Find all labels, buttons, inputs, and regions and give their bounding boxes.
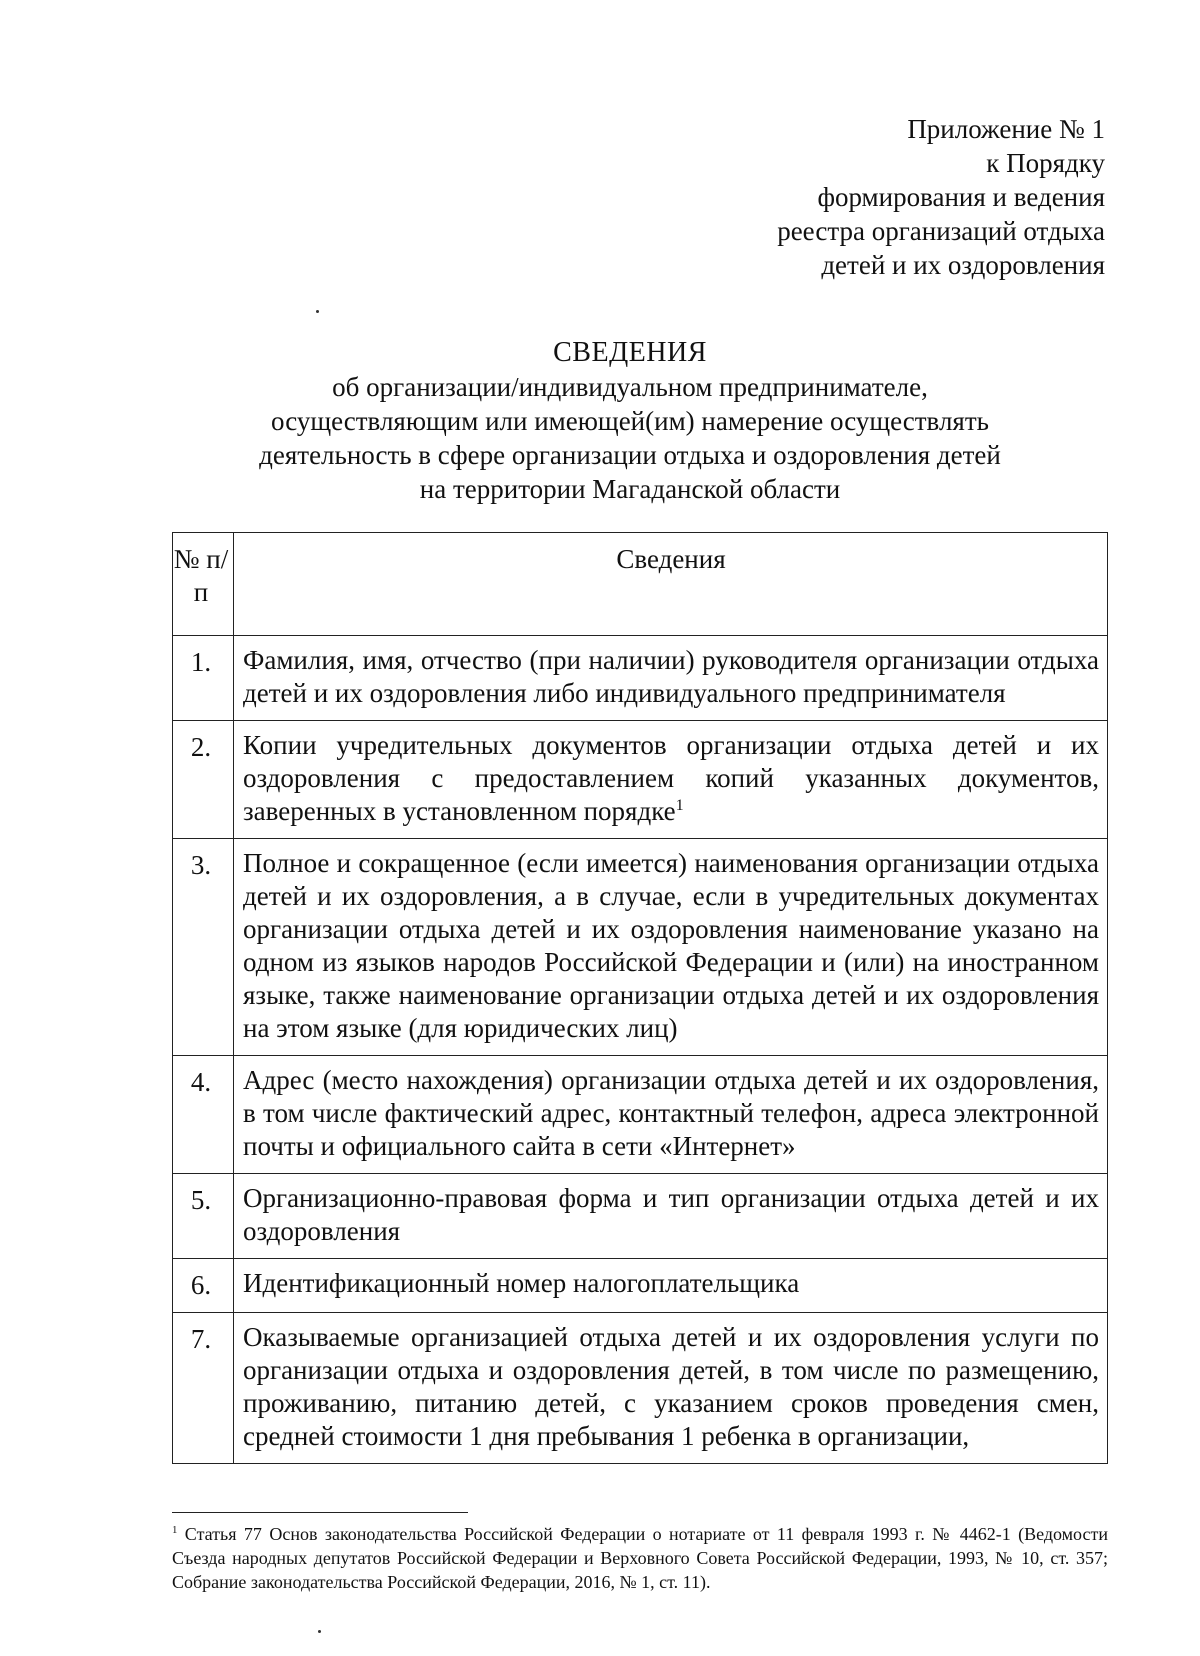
document-subtitle-line: об организации/индивидуальном предпринимателе, bbox=[332, 372, 928, 402]
document-title: СВЕДЕНИЯ bbox=[553, 337, 707, 368]
table-row bbox=[173, 1259, 1108, 1313]
document-heading bbox=[170, 336, 1090, 506]
table-row bbox=[173, 1313, 1108, 1464]
appendix-line: детей и их оздоровления bbox=[821, 250, 1105, 280]
row-number: 6. bbox=[173, 1259, 234, 1313]
row-number: 1. bbox=[173, 636, 234, 721]
registry-info-table bbox=[172, 532, 1108, 1464]
row-number: 7. bbox=[173, 1313, 234, 1464]
table-row bbox=[173, 839, 1108, 1056]
header-number-cell: № п/п bbox=[173, 533, 234, 636]
row-number: 2. bbox=[173, 721, 234, 839]
table-row bbox=[173, 1174, 1108, 1259]
document-subtitle-line: деятельность в сфере организации отдыха и оздоровления детей bbox=[259, 440, 1001, 470]
scan-speck bbox=[318, 1630, 321, 1633]
appendix-line: Приложение № 1 bbox=[907, 114, 1105, 144]
row-text: Адрес (место нахождения) организации отдыха детей и их оздоровления, в том числе фактический адрес, контактный телефон, адреса электронной почты и официального сайта в сети «Интернет» bbox=[234, 1056, 1108, 1174]
document-subtitle-line: осуществляющим или имеющей(им) намерение осуществлять bbox=[271, 406, 989, 436]
footnote-separator bbox=[172, 1512, 468, 1513]
footnote bbox=[172, 1522, 1108, 1594]
footnote-mark: 1 bbox=[172, 1524, 178, 1536]
row-text: Полное и сокращенное (если имеется) наименования организации отдыха детей и их оздоровления, а в случае, если в учредительных документах организации отдыха детей и их оздоровления наименование указано на одном из языков народов Российской Федерации и (или) на иностранном языке, также наименование организации отдыха детей и их оздоровления на этом языке (для юридических лиц) bbox=[234, 839, 1108, 1056]
appendix-line: к Порядку bbox=[986, 148, 1105, 178]
header-info-cell: Сведения bbox=[234, 533, 1108, 636]
row-number: 5. bbox=[173, 1174, 234, 1259]
footnote-text: Статья 77 Основ законодательства Российской Федерации о нотариате от 11 февраля 1993 г. № 4462-1 (Ведомости Съезда народных депутатов Российской Федерации и Верховного Совета Российской Федерации, 1993, № 10, ст. 357; Собрание законодательства Российской Федерации, 2016, № 1, ст. 11). bbox=[172, 1524, 1108, 1592]
table-row bbox=[173, 636, 1108, 721]
table-row bbox=[173, 721, 1108, 839]
row-text: Копии учредительных документов организации отдыха детей и их оздоровления с предоставлением копий указанных документов, заверенных в установленном порядке$^1$ bbox=[234, 721, 1108, 839]
row-text: Организационно-правовая форма и тип организации отдыха детей и их оздоровления bbox=[234, 1174, 1108, 1259]
row-text: Идентификационный номер налогоплательщика bbox=[234, 1259, 1108, 1313]
row-text: Оказываемые организацией отдыха детей и их оздоровления услуги по организации отдыха и оздоровления детей, в том числе по размещению, проживанию, питанию детей, с указанием сроков проведения смен, средней стоимости 1 дня пребывания 1 ребенка в организации, bbox=[234, 1313, 1108, 1464]
row-text: Фамилия, имя, отчество (при наличии) руководителя организации отдыха детей и их оздоровления либо индивидуального предпринимателя bbox=[234, 636, 1108, 721]
appendix-line: формирования и ведения bbox=[817, 182, 1105, 212]
appendix-header bbox=[777, 112, 1105, 282]
row-number: 4. bbox=[173, 1056, 234, 1174]
footnote-reference: 1 bbox=[675, 796, 684, 814]
scan-speck bbox=[316, 310, 319, 313]
row-number: 3. bbox=[173, 839, 234, 1056]
document-subtitle-line: на территории Магаданской области bbox=[419, 474, 841, 504]
table-header-row bbox=[173, 533, 1108, 636]
table-row bbox=[173, 1056, 1108, 1174]
appendix-line: реестра организаций отдыха bbox=[777, 216, 1105, 246]
